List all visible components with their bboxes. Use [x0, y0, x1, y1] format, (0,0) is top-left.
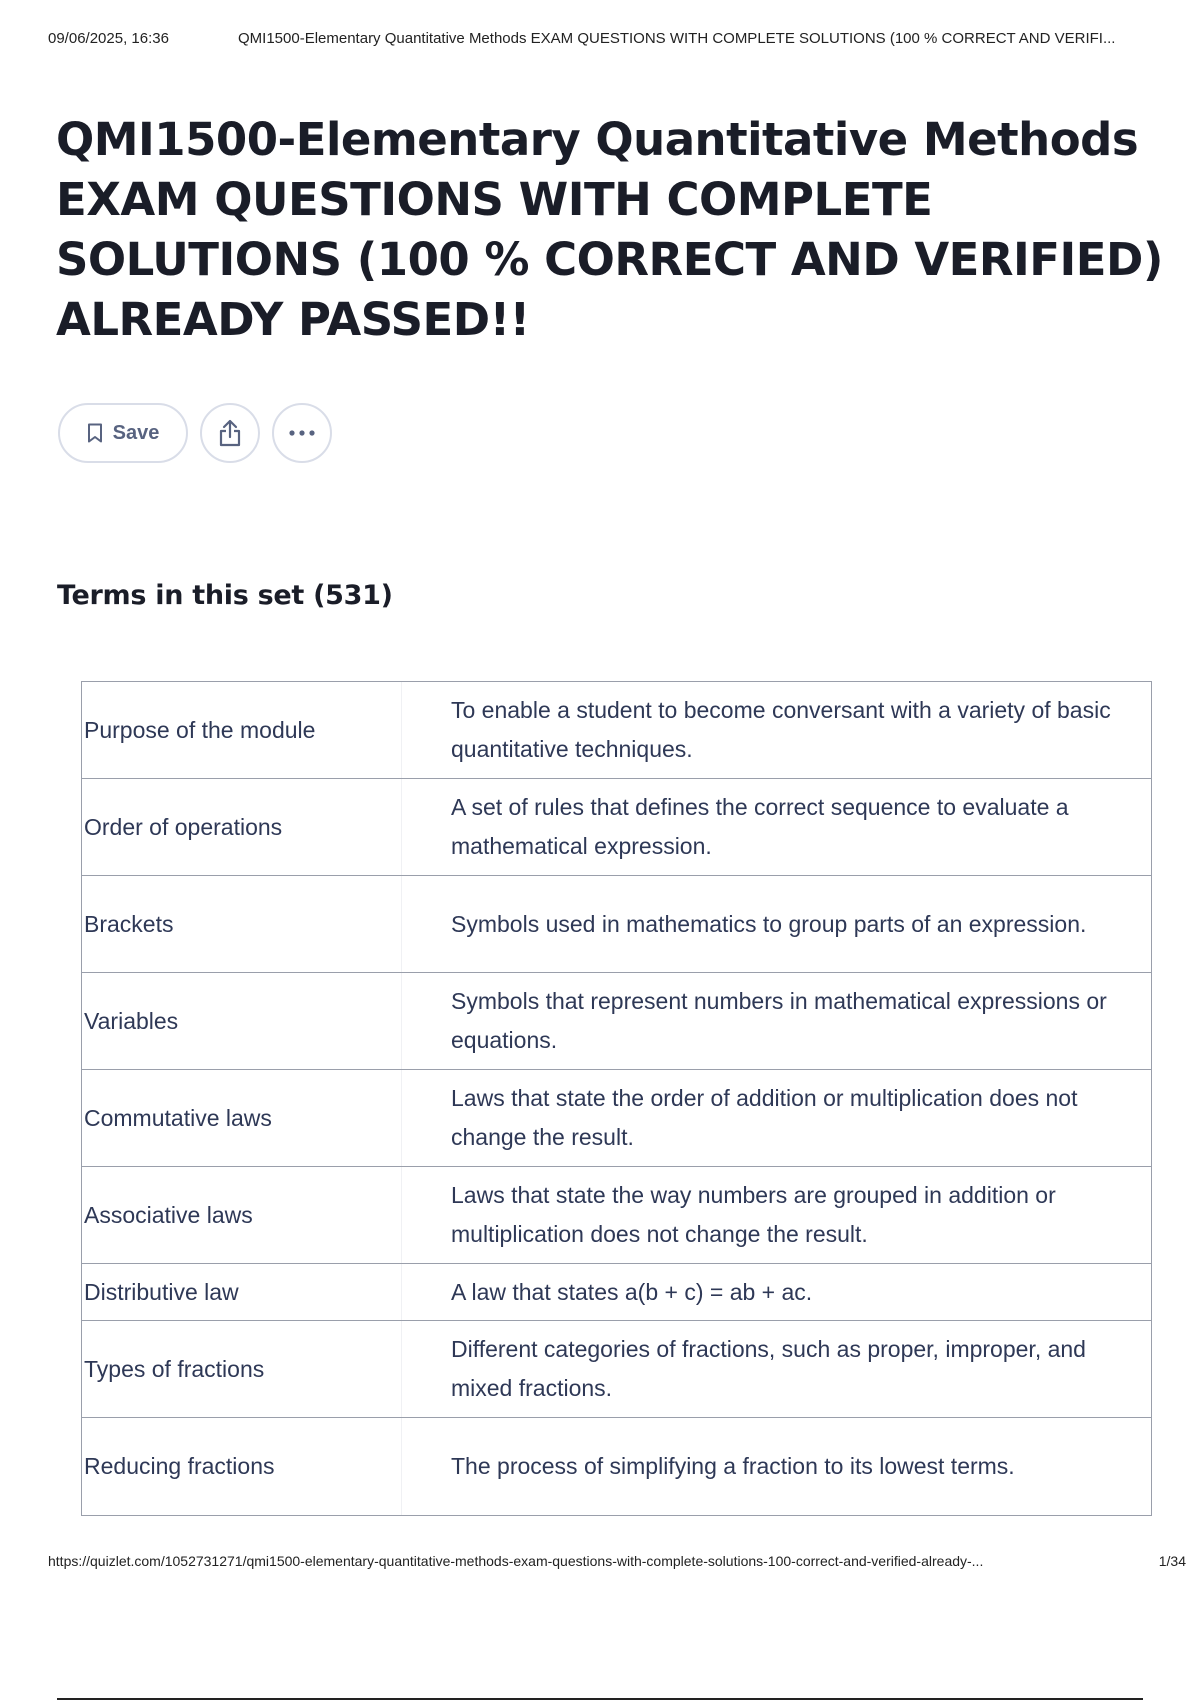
more-options-button[interactable] — [272, 403, 332, 463]
definition-cell: Laws that state the way numbers are grouped in addition or multiplication does not change the result. — [451, 1182, 1056, 1247]
definition-cell: A set of rules that defines the correct sequence to evaluate a mathematical expression. — [451, 794, 1069, 859]
term-cell: Types of fractions — [82, 1321, 402, 1417]
table-row — [82, 1167, 1151, 1264]
save-button-label: Save — [112, 421, 160, 444]
bookmark-icon — [87, 423, 103, 443]
definition-cell: Different categories of fractions, such as proper, improper, and mixed fractions. — [451, 1336, 1086, 1401]
print-doc-title: QMI1500-Elementary Quantitative Methods EXAM QUESTIONS WITH COMPLETE SOLUTIONS (100 % CORRECT AND VERIFI... — [238, 30, 1116, 47]
table-row — [82, 1264, 1151, 1321]
share-button[interactable] — [200, 403, 260, 463]
table-row — [82, 682, 1151, 779]
term-cell: Brackets — [82, 876, 402, 972]
term-cell: Associative laws — [82, 1167, 402, 1263]
table-row — [82, 1321, 1151, 1418]
terms-heading: Terms in this set (531) — [57, 580, 393, 611]
term-cell: Purpose of the module — [82, 682, 402, 778]
print-header — [48, 30, 1186, 47]
print-footer — [48, 1553, 1186, 1569]
term-cell: Commutative laws — [82, 1070, 402, 1166]
table-row — [82, 876, 1151, 973]
table-row — [82, 1418, 1151, 1515]
action-bar — [58, 403, 332, 463]
definition-cell: The process of simplifying a fraction to its lowest terms. — [451, 1453, 1015, 1479]
table-row — [82, 1070, 1151, 1167]
table-row — [82, 779, 1151, 876]
term-cell: Order of operations — [82, 779, 402, 875]
term-cell: Variables — [82, 973, 402, 1069]
definition-cell: Laws that state the order of addition or multiplication does not change the result. — [451, 1085, 1078, 1150]
share-icon — [217, 418, 243, 448]
term-cell: Reducing fractions — [82, 1418, 402, 1515]
definition-cell: Symbols used in mathematics to group parts of an expression. — [451, 910, 1087, 937]
table-row — [82, 973, 1151, 1070]
save-button[interactable] — [58, 403, 188, 463]
more-icon — [288, 429, 316, 437]
print-url: https://quizlet.com/1052731271/qmi1500-elementary-quantitative-methods-exam-questions-with-complete-solutions-100-correct-and-verified-already-... — [48, 1553, 984, 1569]
page-number: 1/34 — [1158, 1553, 1186, 1569]
definition-cell: To enable a student to become conversant with a variety of basic quantitative techniques. — [451, 697, 1111, 762]
definition-cell: Symbols that represent numbers in mathematical expressions or equations. — [451, 988, 1107, 1053]
definition-cell: A law that states a(b + c) = ab + ac. — [451, 1278, 813, 1305]
terms-table — [81, 681, 1152, 1516]
term-cell: Distributive law — [82, 1264, 402, 1320]
print-date: 09/06/2025, 16:36 — [48, 30, 169, 47]
page-title: QMI1500-Elementary Quantitative Methods EXAM QUESTIONS WITH COMPLETE SOLUTIONS (100 % CORRECT AND VERIFIED) ALREADY PASSED!! — [56, 113, 1163, 346]
